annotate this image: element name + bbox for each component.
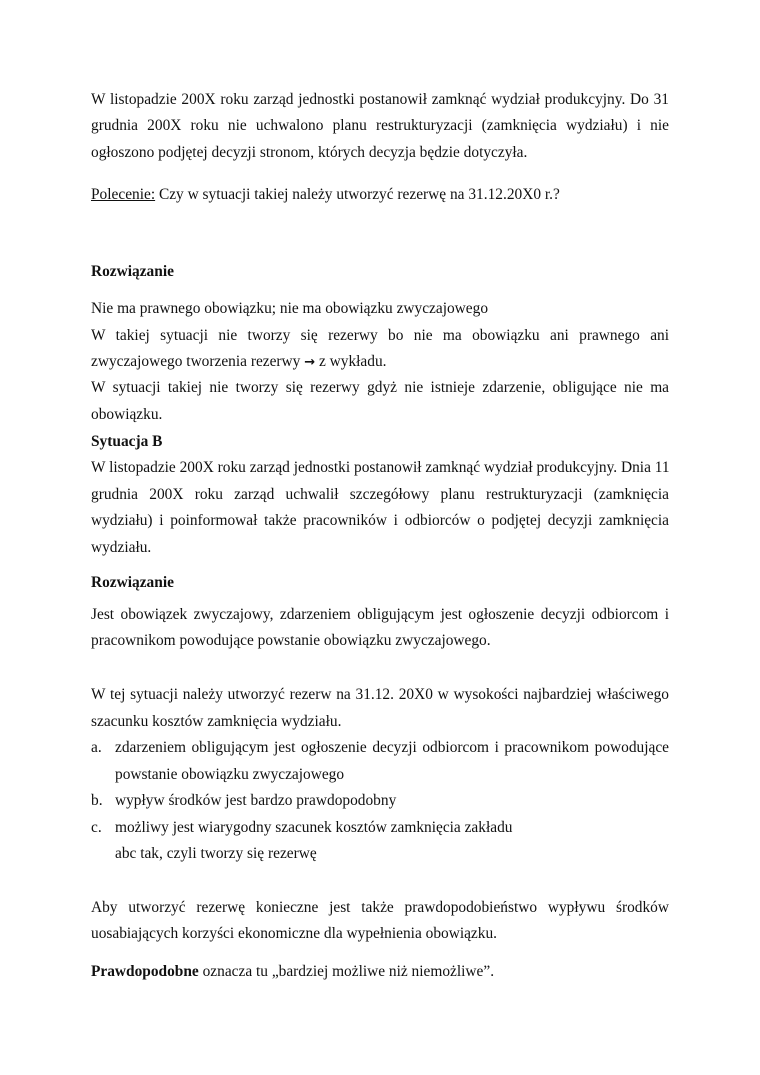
situation-b-line-1: W listopadzie 200X roku zarząd jednostki postanowił zamknąć wydział produkcyjny. Dnia 11 xyxy=(91,459,670,476)
arrow-right-icon: → xyxy=(304,355,316,370)
intro-line-2: grudnia 200X roku nie uchwalono planu restrukturyzacji (zamknięcia wydziału) i nie xyxy=(91,117,669,134)
solution-a-heading: Rozwiązanie xyxy=(91,263,174,280)
solution-b-heading: Rozwiązanie xyxy=(91,574,174,591)
situation-b-heading: Sytuacja B xyxy=(91,433,163,450)
solution-a-line-4: W sytuacji takiej nie tworzy się rezerwy gdyż nie istnieje zdarzenie, obligujące nie ma xyxy=(91,379,669,396)
list-item-a-line-1: zdarzeniem obligującym jest ogłoszenie decyzji odbiorcom i pracownikom powodujące xyxy=(115,739,669,756)
solution-a-line-5: obowiązku. xyxy=(91,406,163,423)
list-marker-a: a. xyxy=(91,739,102,756)
intro-line-1: W listopadzie 200X roku zarząd jednostki postanowił zamknąć wydział produkcyjny. Do 31 xyxy=(91,91,669,108)
situation-b-line-2: grudnia 200X roku zarząd uchwalił szczegółowy planu restrukturyzacji (zamknięcia xyxy=(91,486,669,503)
closing-line-1: Aby utworzyć rezerwę konieczne jest także prawdopodobieństwo wypływu środków xyxy=(91,899,669,916)
list-marker-b: b. xyxy=(91,792,103,809)
definition-term: Prawdopodobne xyxy=(91,963,199,980)
solution-a-line-3-text: zwyczajowego tworzenia rezerwy xyxy=(91,353,305,370)
solution-a-line-3 xyxy=(91,352,669,373)
list-marker-c: c. xyxy=(91,819,102,836)
conclusion-line-1: W tej sytuacji należy utworzyć rezerw na 31.12. 20X0 w wysokości najbardziej właściwego xyxy=(91,686,669,703)
list-item-b-line-1: wypływ środków jest bardzo prawdopodobny xyxy=(115,792,397,809)
closing-line-2: uosabiających korzyści ekonomiczne dla wypełnienia obowiązku. xyxy=(91,925,497,942)
conclusion-line-2: szacunku kosztów zamknięcia wydziału. xyxy=(91,713,342,730)
task-line xyxy=(91,185,669,205)
intro-line-3: ogłoszono podjętej decyzji stronom, których decyzja będzie dotyczyła. xyxy=(91,144,528,161)
list-item-c-line-1: możliwy jest wiarygodny szacunek kosztów zamknięcia zakładu xyxy=(115,819,513,836)
list-item-a-line-2: powstanie obowiązku zwyczajowego xyxy=(115,766,345,783)
solution-b-line-1: Jest obowiązek zwyczajowy, zdarzeniem obligującym jest ogłoszenie decyzji odbiorcom i xyxy=(91,606,669,623)
definition-text: oznacza tu „bardziej możliwe niż niemożliwe”. xyxy=(198,963,495,980)
list-item-c-line-2: abc tak, czyli tworzy się rezerwę xyxy=(115,845,317,862)
task-text: Czy w sytuacji takiej należy utworzyć rezerwę na 31.12.20X0 r.? xyxy=(155,186,560,203)
solution-b-line-2: pracownikom powodujące powstanie obowiązku zwyczajowego. xyxy=(91,632,491,649)
solution-a-line-1: Nie ma prawnego obowiązku; nie ma obowiązku zwyczajowego xyxy=(91,300,489,317)
situation-b-line-4: wydziału. xyxy=(91,539,152,556)
solution-a-line-3-tail: z wykładu. xyxy=(315,353,387,370)
solution-a-line-2: W takiej sytuacji nie tworzy się rezerwy bo nie ma obowiązku ani prawnego ani xyxy=(91,327,669,344)
task-label: Polecenie: xyxy=(91,186,156,203)
situation-b-line-3: wydziału) i poinformował także pracowników i odbiorców o podjętej decyzji zamknięcia xyxy=(91,512,669,529)
definition-line xyxy=(91,962,669,982)
